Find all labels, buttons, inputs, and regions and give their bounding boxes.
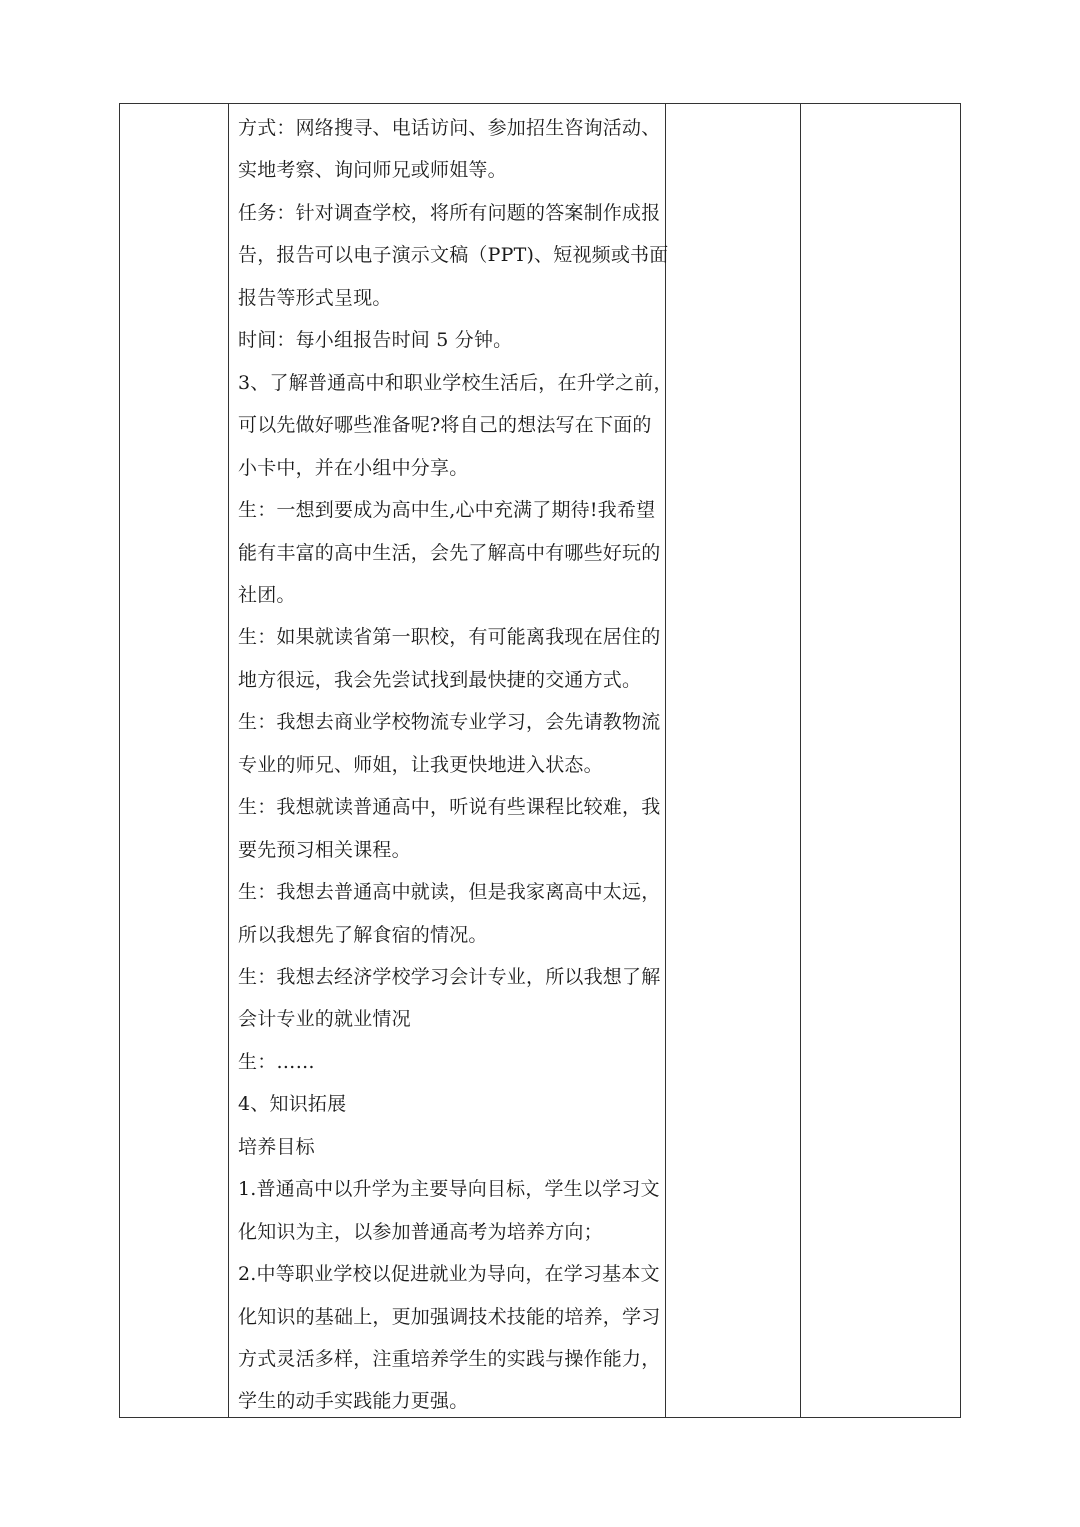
column-divider-1: [228, 104, 229, 1417]
column-divider-2: [665, 104, 666, 1417]
text-line: 任务：针对调查学校，将所有问题的答案制作成报: [238, 202, 661, 224]
text-line: 能有丰富的高中生活，会先了解高中有哪些好玩的: [238, 542, 661, 564]
text-line: 方式灵活多样，注重培养学生的实践与操作能力，: [238, 1348, 661, 1370]
text-line: 告，报告可以电子演示文稿（PPT)、短视频或书面: [238, 244, 669, 266]
text-line: 小卡中，并在小组中分享。: [238, 457, 469, 479]
column-divider-3: [800, 104, 801, 1417]
text-line: 学生的动手实践能力更强。: [238, 1390, 469, 1412]
text-line: 1.普通高中以升学为主要导向目标，学生以学习文: [238, 1178, 660, 1200]
text-line: 报告等形式呈现。: [238, 287, 392, 309]
text-line: 生：如果就读省第一职校，有可能离我现在居住的: [238, 626, 661, 648]
text-line: 方式：网络搜寻、电话访问、参加招生咨询活动、: [238, 117, 661, 139]
text-line: 2.中等职业学校以促进就业为导向，在学习基本文: [238, 1263, 660, 1285]
text-line: 生：我想去经济学校学习会计专业，所以我想了解: [238, 966, 661, 988]
lesson-plan-table: [119, 103, 961, 1418]
text-line: 生：我想去商业学校物流专业学习，会先请教物流: [238, 711, 661, 733]
text-line: 化知识的基础上，更加强调技术技能的培养，学习: [238, 1306, 661, 1328]
text-line: 可以先做好哪些准备呢?将自己的想法写在下面的: [238, 414, 652, 436]
text-line: 社团。: [238, 584, 296, 606]
text-line: 实地考察、询问师兄或师姐等。: [238, 159, 507, 181]
text-line: 地方很远，我会先尝试找到最快捷的交通方式。: [238, 669, 642, 691]
text-line: 要先预习相关课程。: [238, 839, 411, 861]
text-line: 会计专业的就业情况: [238, 1008, 411, 1030]
text-line: 生：我想去普通高中就读，但是我家离高中太远，: [238, 881, 661, 903]
text-line: 生：……: [238, 1051, 315, 1073]
text-line: 所以我想先了解食宿的情况。: [238, 924, 488, 946]
text-line: 培养目标: [238, 1136, 315, 1158]
text-line: 化知识为主，以参加普通高考为培养方向；: [238, 1221, 603, 1243]
text-line: 3、了解普通高中和职业学校生活后，在升学之前，: [238, 372, 673, 394]
text-line: 4、知识拓展: [238, 1093, 347, 1115]
text-line: 时间：每小组报告时间 5 分钟。: [238, 329, 513, 351]
text-line: 专业的师兄、师姐，让我更快地进入状态。: [238, 754, 603, 776]
text-line: 生：一想到要成为高中生,心中充满了期待!我希望: [238, 499, 656, 521]
text-line: 生：我想就读普通高中，听说有些课程比较难，我: [238, 796, 661, 818]
